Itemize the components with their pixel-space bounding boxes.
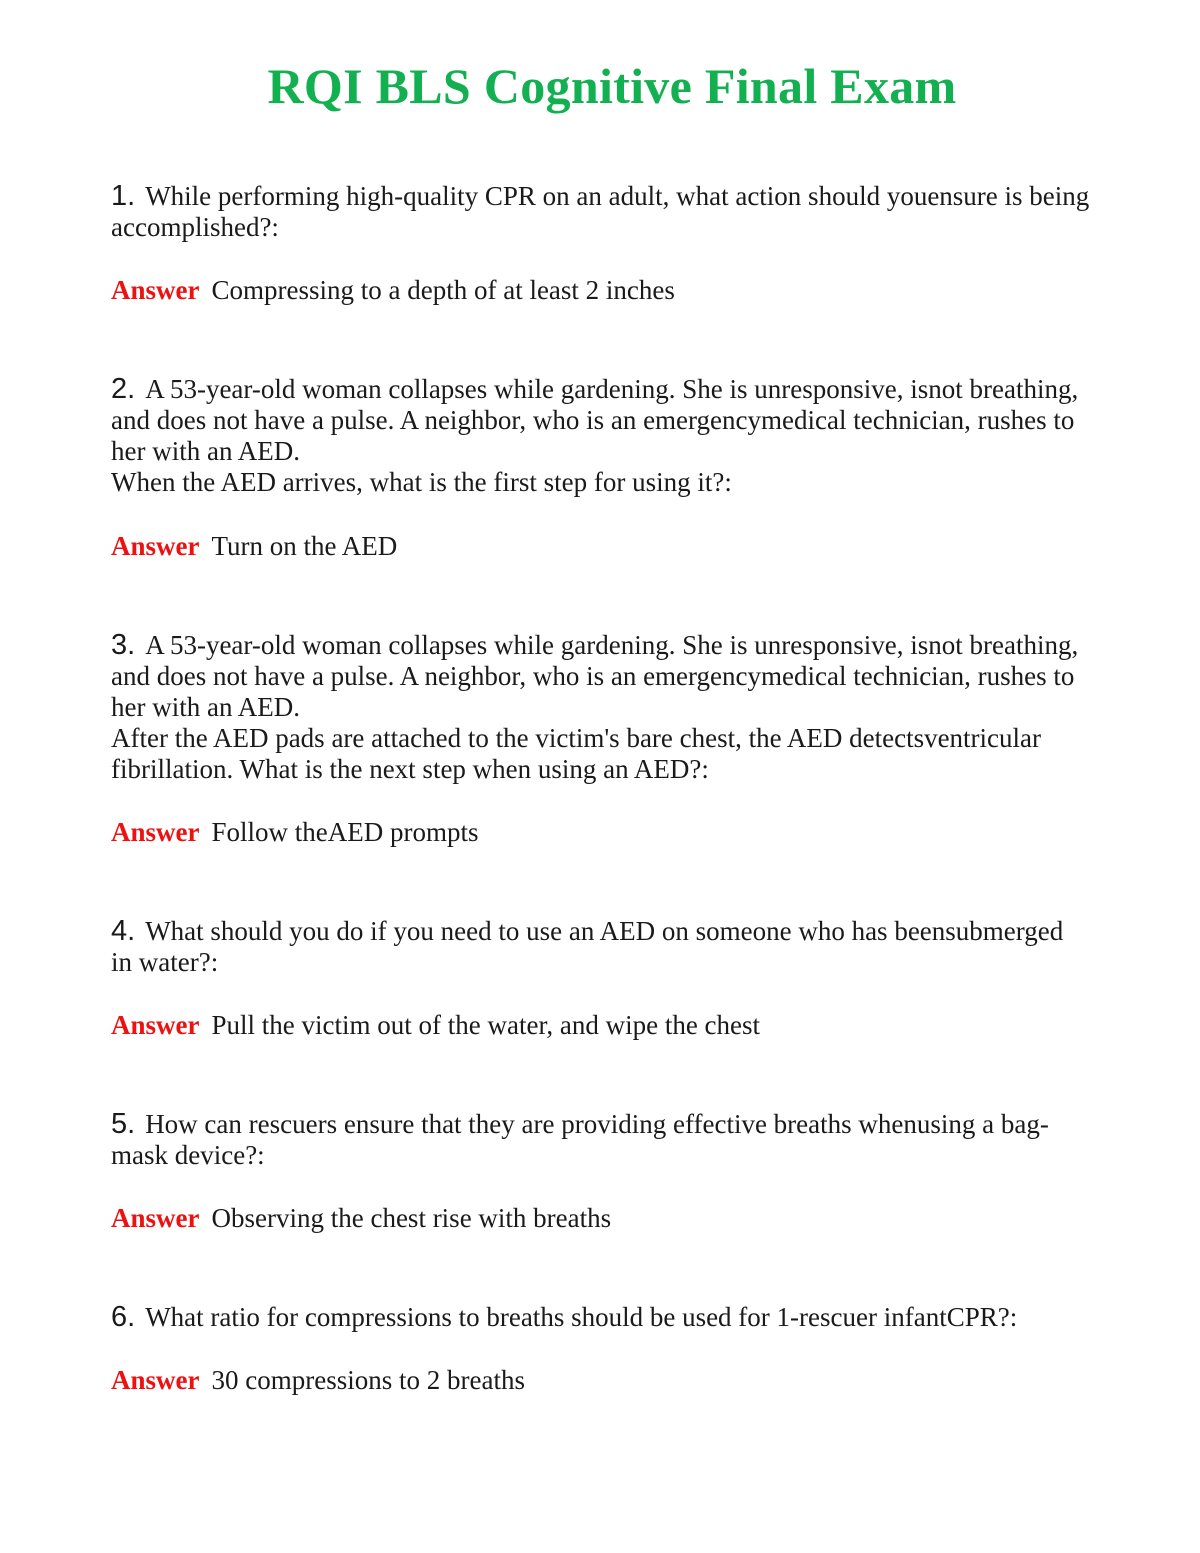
answer-text: Turn on the AED xyxy=(211,531,398,561)
question-4 xyxy=(111,916,1111,978)
answer-label: Answer xyxy=(111,1203,200,1233)
question-line: and does not have a pulse. A neighbor, who is an emergencymedical technician, rushes to xyxy=(111,661,1075,691)
qa-item-2 xyxy=(111,374,1111,562)
qa-item-6 xyxy=(111,1302,1111,1396)
document-title: RQI BLS Cognitive Final Exam xyxy=(267,58,957,114)
answer-label: Answer xyxy=(111,1365,200,1395)
question-line: fibrillation. What is the next step when using an AED?: xyxy=(111,754,709,784)
answer-text: Observing the chest rise with breaths xyxy=(211,1203,612,1233)
answer-5 xyxy=(111,1203,1111,1234)
question-number: 4. xyxy=(111,915,136,947)
answer-label: Answer xyxy=(111,275,200,305)
question-1 xyxy=(111,181,1111,243)
answer-2 xyxy=(111,531,1111,562)
question-number: 5. xyxy=(111,1108,136,1140)
qa-item-3 xyxy=(111,630,1111,848)
qa-item-4 xyxy=(111,916,1111,1041)
question-number: 1. xyxy=(111,180,136,212)
qa-item-1 xyxy=(111,181,1111,306)
question-line: While performing high-quality CPR on an adult, what action should youensure is being xyxy=(145,181,1090,211)
question-line: mask device?: xyxy=(111,1140,265,1170)
answer-text: Follow theAED prompts xyxy=(211,817,479,847)
question-line: A 53-year-old woman collapses while gardening. She is unresponsive, isnot breathing, xyxy=(145,630,1079,660)
answer-label: Answer xyxy=(111,817,200,847)
answer-text: Pull the victim out of the water, and wipe the chest xyxy=(211,1010,761,1040)
question-2 xyxy=(111,374,1111,498)
question-line: accomplished?: xyxy=(111,212,279,242)
answer-4 xyxy=(111,1010,1111,1041)
question-line: and does not have a pulse. A neighbor, who is an emergencymedical technician, rushes to xyxy=(111,405,1075,435)
answer-3 xyxy=(111,817,1111,848)
answer-text: Compressing to a depth of at least 2 inches xyxy=(211,275,675,305)
question-5 xyxy=(111,1109,1111,1171)
question-line: in water?: xyxy=(111,947,219,977)
question-line: When the AED arrives, what is the first step for using it?: xyxy=(111,467,732,497)
question-line: After the AED pads are attached to the victim's bare chest, the AED detectsventricular xyxy=(111,723,1042,753)
question-line: her with an AED. xyxy=(111,692,300,722)
question-line: her with an AED. xyxy=(111,436,300,466)
answer-6 xyxy=(111,1365,1111,1396)
question-6 xyxy=(111,1302,1111,1333)
question-number: 2. xyxy=(111,373,136,405)
answer-1 xyxy=(111,275,1111,306)
question-line: A 53-year-old woman collapses while gardening. She is unresponsive, isnot breathing, xyxy=(145,374,1079,404)
answer-label: Answer xyxy=(111,1010,200,1040)
qa-item-5 xyxy=(111,1109,1111,1234)
question-line: What ratio for compressions to breaths should be used for 1-rescuer infantCPR?: xyxy=(145,1302,1018,1332)
question-number: 3. xyxy=(111,629,136,661)
question-line: What should you do if you need to use an AED on someone who has beensubmerged xyxy=(145,916,1064,946)
question-3 xyxy=(111,630,1111,785)
question-line: How can rescuers ensure that they are providing effective breaths whenusing a bag- xyxy=(145,1109,1049,1139)
answer-label: Answer xyxy=(111,531,200,561)
question-number: 6. xyxy=(111,1301,136,1333)
answer-text: 30 compressions to 2 breaths xyxy=(211,1365,525,1395)
